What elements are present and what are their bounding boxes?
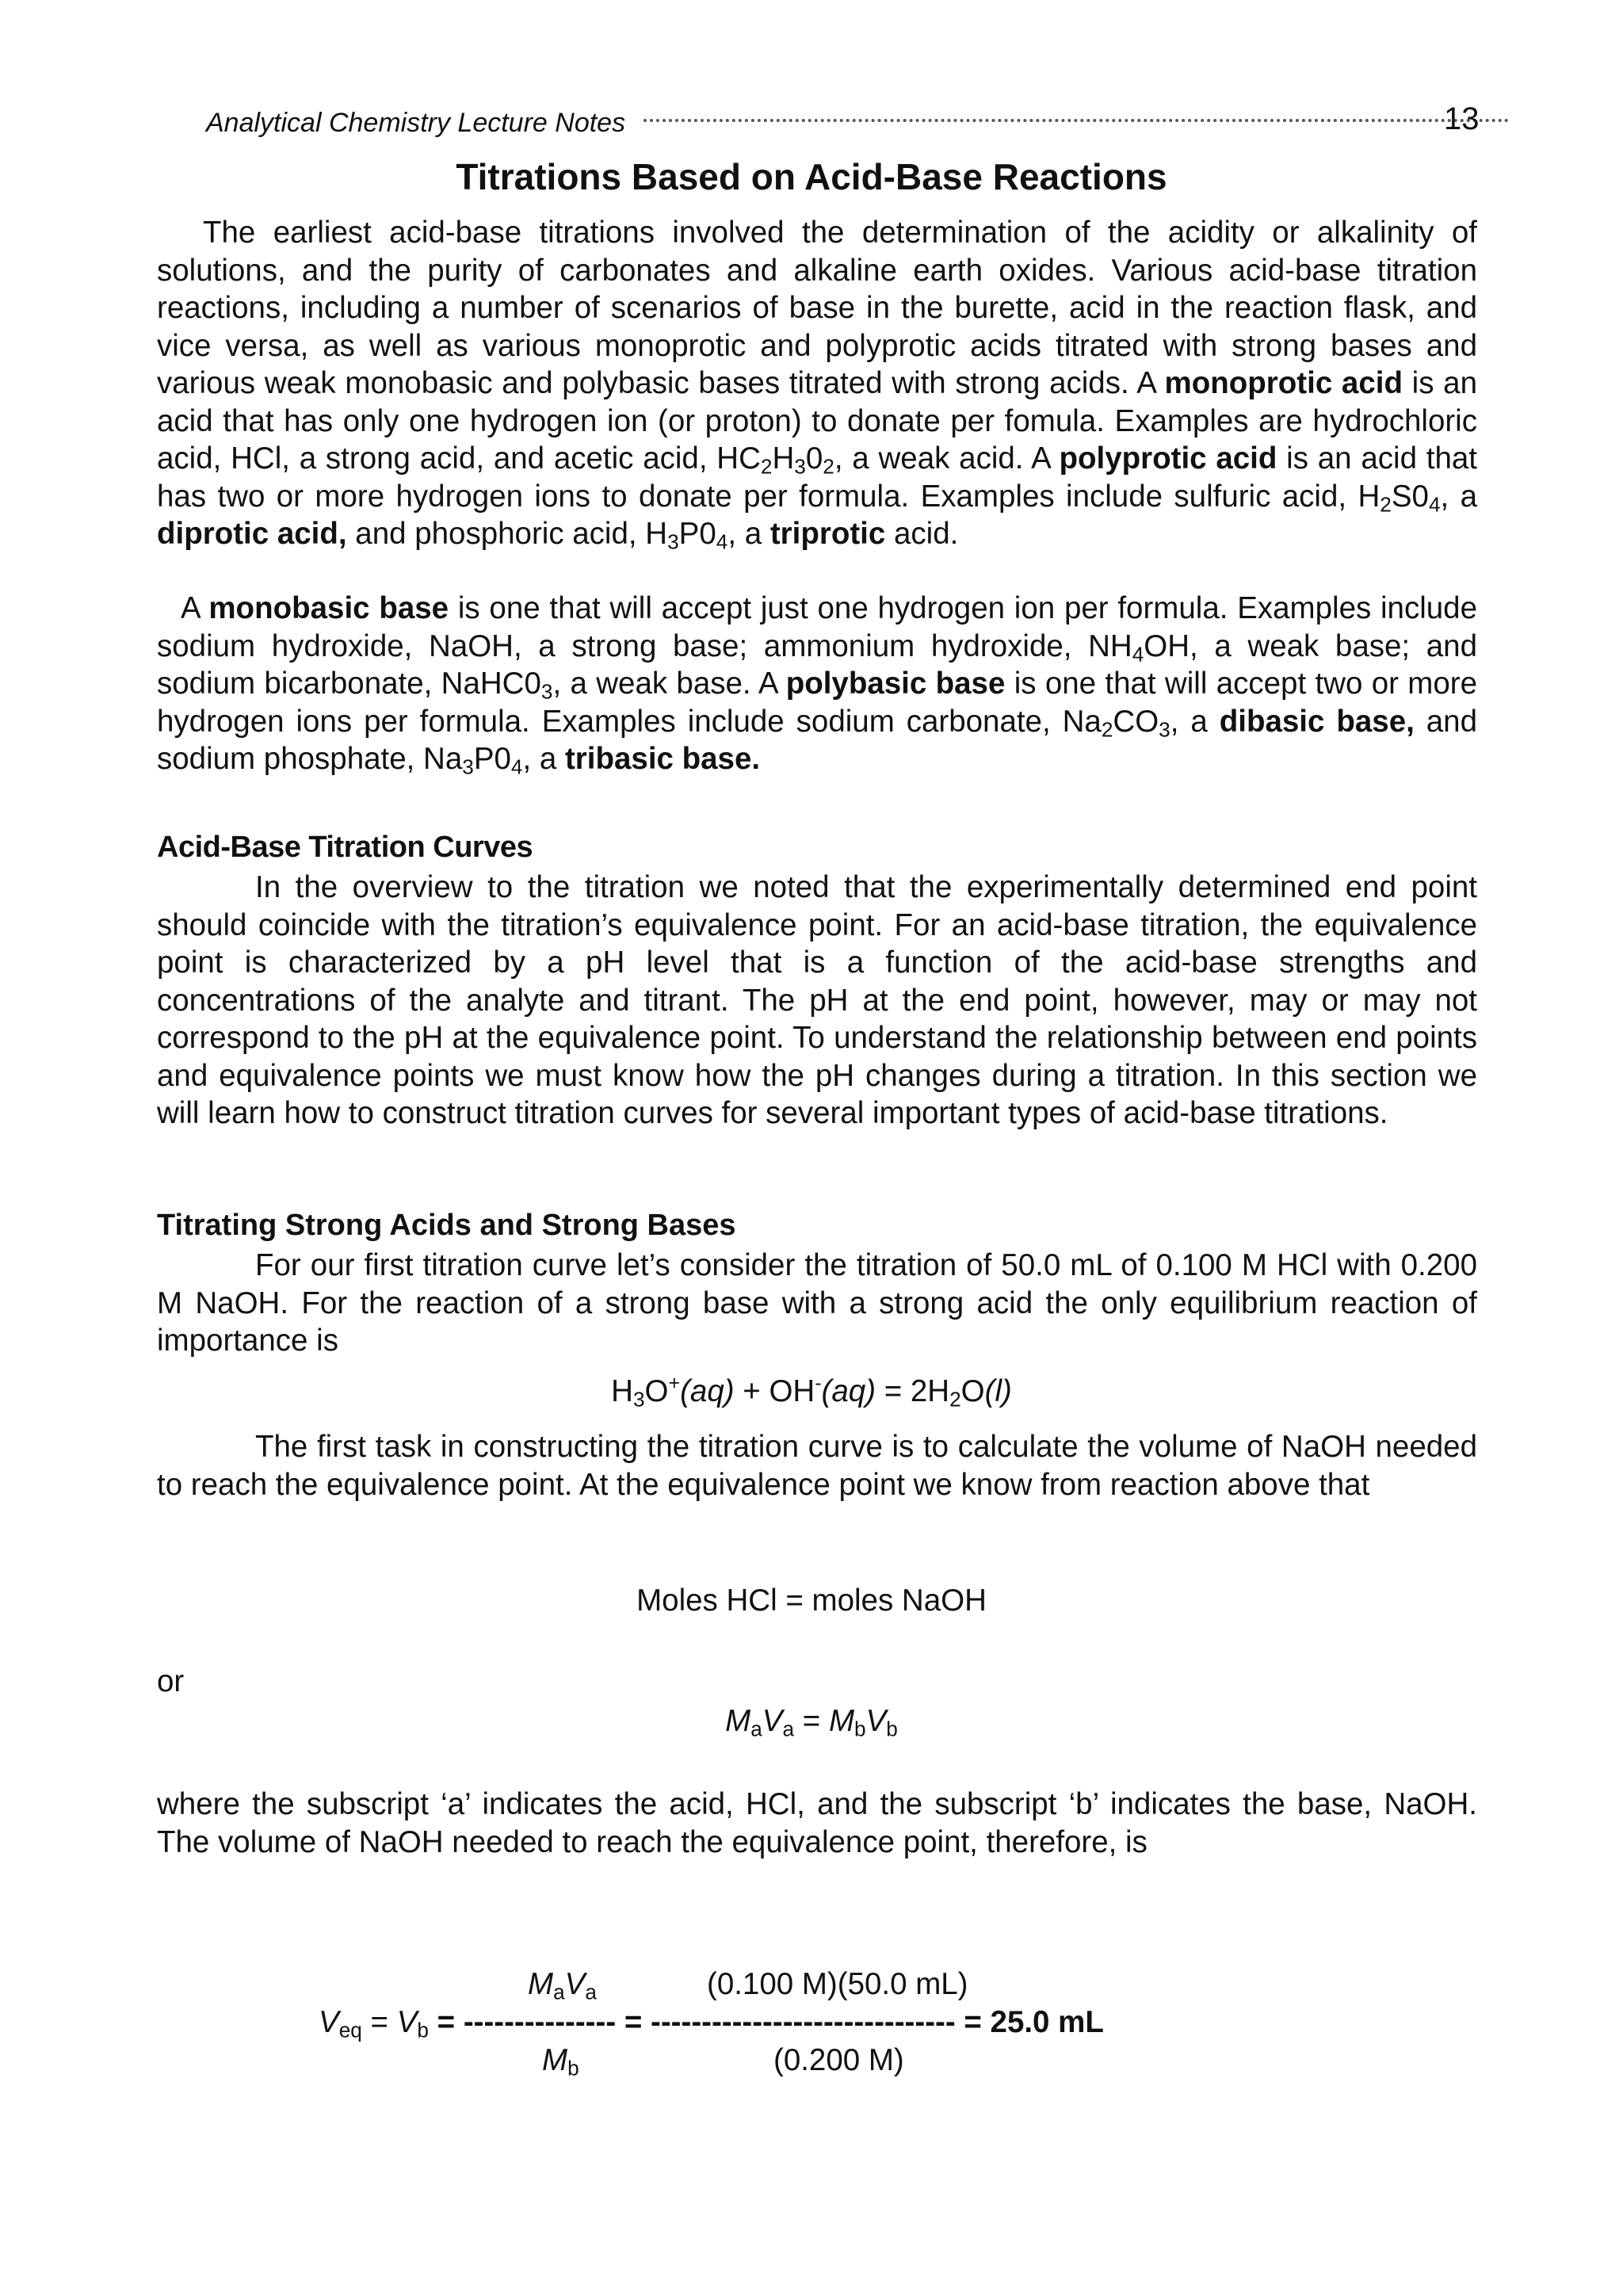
equation-mava: $M_aV_a = M_bV_b$ — [725, 1704, 898, 1741]
curves-paragraph: In the overview to the titration we noted that the experimentally determined end point should coincide with the titration’s equivalence point. For an acid-base titration, the equivalence point is characterized by a pH level that is a function of the acid-base strengths and concentrations of the analyte and titrant. The pH at the end point, however, may or may not correspond to the pH at the equivalence point. To understand the relationship between end points and equivalence points we must know how the pH changes during a titration. In this section we will learn how to construct titration curves for several important types of acid-base titrations. — [157, 870, 1477, 1130]
term-diprotic: diprotic acid, — [157, 517, 347, 551]
strong-paragraph-1: For our first titration curve let’s consider the titration of 50.0 mL of 0.100 M HCl with 0.200 M NaOH. For the reaction of a strong base with a strong acid the only equilibrium reaction of importance is — [157, 1248, 1477, 1358]
veq-main-line: $V_{eq} = V_b$ = --------------- = ------------------------------ = 25.0 mL — [319, 2005, 1104, 2042]
strong-paragraph-2: The first task in constructing the titration curve is to calculate the volume of NaOH needed to reach the equivalence point. At the equivalence point we know from reaction above that — [157, 1430, 1477, 1502]
term-monobasic: monobasic base — [208, 591, 449, 625]
equation-moles: Moles HCl = moles NaOH — [636, 1584, 987, 1618]
term-dibasic: dibasic base, — [1219, 704, 1415, 739]
curves-heading: Acid-Base Titration Curves — [157, 831, 533, 864]
strong-paragraph-3: where the subscript ‘a’ indicates the acid, HCl, and the subscript ‘b’ indicates the base, NaOH. The volume of NaOH needed to reach the equivalence point, therefore, is — [157, 1787, 1477, 1859]
or-text: or — [157, 1664, 185, 1698]
strong-heading: Titrating Strong Acids and Strong Bases — [157, 1209, 736, 1242]
veq-numerator-right: (0.100 M)(50.0 mL) — [707, 1967, 968, 2001]
term-triprotic: triprotic — [769, 517, 886, 551]
header-leader-dots — [643, 119, 1509, 122]
section-title: Titrations Based on Acid-Base Reactions — [456, 156, 1167, 197]
equation-neutralization: $H_3O^+(aq) + OH^-(aq) = 2H_2O(l)$ — [611, 1372, 1012, 1412]
term-tribasic: tribasic base. — [564, 742, 761, 776]
veq-denominator-left: $M_b$ — [542, 2043, 579, 2080]
veq-numerator-left: $M_aV_a$ — [528, 1967, 597, 2004]
intro-paragraph-2: A monobasic base is one that will accept just one hydrogen ion per formula. Examples include sodium hydroxide, NaOH, a strong base; ammonium hydroxide, $NH_4OH$, a weak base; and sodium bicarbonate, $NaHC0_3$, a weak base. A polybasic base is one that will accept two or more hydrogen ions per formula. Examples include sodium carbonate, $Na_2CO_3$, a dibasic base, and sodium phosphate, $Na_3P0_4$, a tribasic base. — [157, 591, 1478, 779]
page-number: 13 — [1444, 101, 1480, 136]
term-monoprotic: monoprotic acid — [1164, 366, 1403, 400]
term-polyprotic: polyprotic acid — [1059, 441, 1277, 476]
veq-denominator-right: (0.200 M) — [773, 2043, 904, 2077]
page-header — [206, 101, 1480, 149]
running-title: Analytical Chemistry Lecture Notes — [206, 108, 626, 138]
intro-paragraph-1: The earliest acid-base titrations involved the determination of the acidity or alkalinity of solutions, and the purity of carbonates and alkaline earth oxides. Various acid-base titration reactions, including a number of scenarios of base in the burette, acid in the reaction flask, and vice versa, as well as various monoprotic and polyprotic acids titrated with strong bases and various weak monobasic and polybasic bases titrated with strong acids. A monoprotic acid is an acid that has only one hydrogen ion (or proton) to donate per fomula. Examples are hydrochloric acid, HCl, a strong acid, and acetic acid, $HC_2H_30_2$, a weak acid. A polyprotic acid is an acid that has two or more hydrogen ions to donate per formula. Examples include sulfuric acid, $H_2S0_4$, a diprotic acid, and phosphoric acid, $H_3P0_4$, a triprotic acid. — [157, 216, 1478, 554]
term-polybasic: polybasic base — [785, 667, 1006, 701]
